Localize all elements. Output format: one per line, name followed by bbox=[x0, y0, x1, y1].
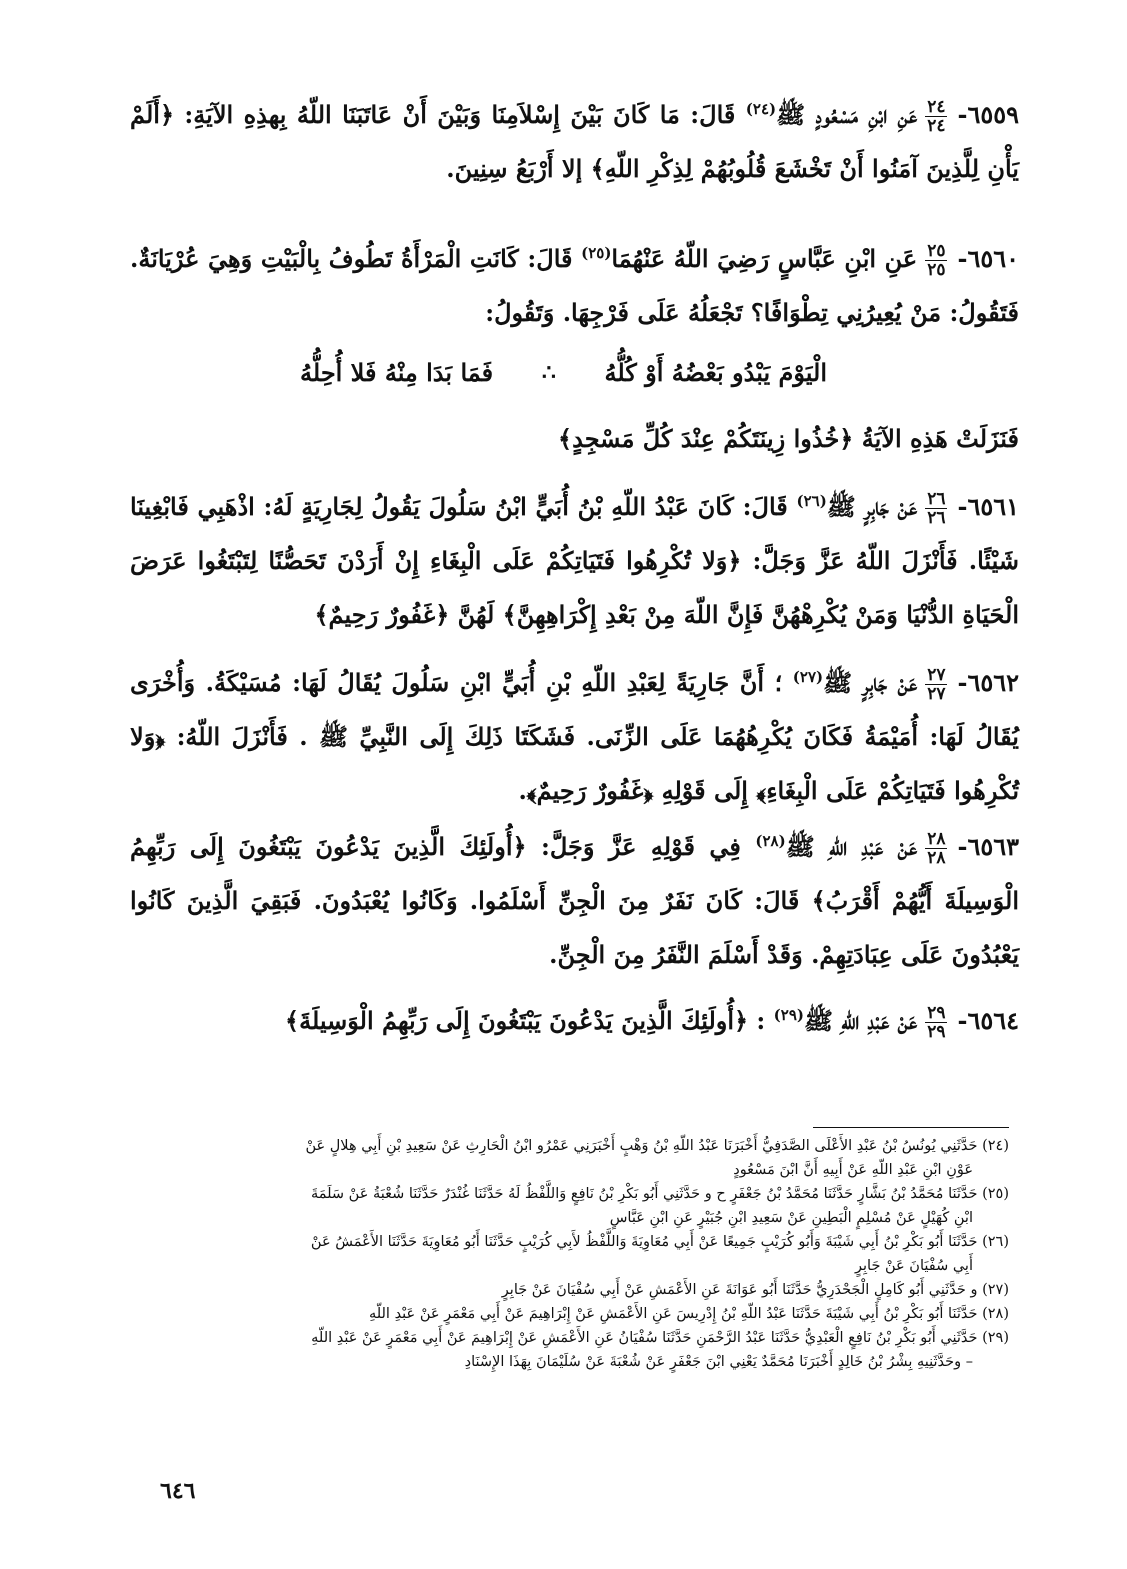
footnote: (٢٩) حَدَّثَنِي أَبُو بَكْرِ بْنُ نَافِعٍ الْعَبْدِيُّ حَدَّثَنَا عَبْدُ الرَّحْمَنِ حَدَّثَنَا سُفْيَانُ عَنِ الأَعْمَشِ عَنْ إِبْرَاهِيمَ عَنْ أَبِي مَعْمَرٍ عَنْ عَبْدِ اللّهِ – وحَدَّثَنِيهِ بِشْرُ بْنُ خَالِدٍ أَخْبَرَنَا مُحَمَّدٌ يَعْنِي ابْنَ جَعْفَرٍ عَنْ شُعْبَةَ عَنْ سُلَيْمَانَ بِهَذَا الإِسْنَادِ bbox=[311, 1330, 1009, 1370]
hadith-6563 bbox=[130, 820, 1019, 982]
footnote-ref: (٢٤) bbox=[745, 100, 777, 118]
footnote-ref: (٢٧) bbox=[792, 668, 824, 686]
hadith-text: عَنِ ابْنِ مَسْعُودٍ ﷺ bbox=[776, 100, 918, 129]
footnotes bbox=[130, 1134, 1009, 1374]
poem-hemistich-left: فَمَا بَدَا مِنْهُ فَلا أُحِلُّهُ bbox=[300, 358, 494, 387]
footnote-ref: (٢٦) bbox=[796, 492, 827, 510]
footnote: (٢٤) حَدَّثَنِي يُونُسُ بْنُ عَبْدِ الأَعْلَى الصَّدَفِيُّ أَخْبَرَنَا عَبْدُ اللّهِ بْنُ وَهْبٍ أَخْبَرَنِي عَمْرُو ابْنُ الْحَارِثِ عَنْ سَعِيدِ بْنِ أَبِي هِلالٍ عَنْ عَوْنِ ابْنِ عَبْدِ اللّهِ عَنْ أَبِيهِ أَنَّ ابْنَ مَسْعُودٍ bbox=[305, 1138, 1009, 1178]
hadith-text: : ﴿أُولَئِكَ الَّذِينَ يَدْعُونَ يَبْتَغُونَ إِلَى رَبِّهِمُ الْوَسِيلَةَ﴾ bbox=[285, 1006, 774, 1035]
poem-separator: ∴ bbox=[541, 359, 556, 386]
poem-verse bbox=[300, 358, 827, 387]
hadith-text: فِي قَوْلِهِ عَزَّ وَجَلَّ: ﴿أُولَئِكَ الَّذِينَ يَدْعُونَ يَبْتَغُونَ إِلَى رَبِّهِمُ الْوَسِيلَةَ أَيُّهُمْ أَقْرَبُ﴾ قَالَ: كَانَ نَفَرٌ مِنَ الْجِنِّ أَسْلَمُوا. وَكَانُوا يُعْبَدُونَ. فَبَقِيَ الَّذِينَ كَانُوا يَعْبُدُونَ عَلَى عِبَادَتِهِمْ. وَقَدْ أَسْلَمَ النَّفَرُ مِنَ الْجِنِّ. bbox=[130, 832, 1019, 969]
hadith-fraction: $\frac{٢٨}{٢٨}$ bbox=[927, 829, 946, 868]
poem-hemistich-right: الْيَوْمَ يَبْدُو بَعْضُهُ أَوْ كُلُّهُ bbox=[604, 358, 827, 387]
hadith-text: ؛ أَنَّ جَارِيَةً لِعَبْدِ اللّهِ بْنِ أُبَيٍّ ابْنِ سَلُولَ يُقَالُ لَهَا: مُسَيْكَةُ. وَأُخْرَى يُقَالُ لَهَا: أُمَيْمَةُ فَكَانَ يُكْرِهُهُمَا عَلَى الزِّنَى. فَشَكَتَا ذَلِكَ إِلَى النَّبِيِّ ﷺ . فَأَنْزَلَ اللّهُ: ﴿وَلا تُكْرِهُوا فَتَيَاتِكُمْ عَلَى الْبِغَاءِ﴾ إِلَى قَوْلِهِ ﴿غَفُورٌ رَحِيمٌ﴾. bbox=[130, 668, 1019, 805]
footnote-ref: (٢٩) bbox=[773, 1006, 804, 1024]
hadith-text: قَالَ: مَا كَانَ بَيْنَ إِسْلاَمِنَا وَبَيْنَ أَنْ عَاتَبَنَا اللّهُ بِهذِهِ الآيَةِ: ﴿أَلَمْ يَأْنِ لِلَّذِينَ آمَنُوا أَنْ تَخْشَعَ قُلُوبُهُمْ لِذِكْرِ اللّهِ﴾ إلا أَرْبَعُ سِنِينَ. bbox=[130, 100, 1019, 183]
hadith-number: ٦٥٦٤- bbox=[957, 1006, 1019, 1035]
hadith-number: ٦٥٦٠- bbox=[957, 244, 1020, 273]
page-number: ٦٤٦ bbox=[160, 1478, 196, 1504]
footnote: (٢٦) حَدَّثَنَا أَبُو بَكْرِ بْنُ أَبِي شَيْبَةَ وَأَبُو كُرَيْبٍ جَمِيعًا عَنْ أَبِي مُعَاوِيَةَ وَاللَّفْظُ لأَبِي كُرَيْبٍ حَدَّثَنَا أَبُو مُعَاوِيَةَ حَدَّثَنَا الأَعْمَشُ عَنْ أَبِي سُفْيَانَ عَنْ جَابِرٍ bbox=[310, 1234, 1009, 1274]
hadith-text: عَنِ ابْنِ عَبَّاسٍ رَضِيَ اللّهُ عَنْهُمَا bbox=[611, 244, 918, 273]
hadith-number: ٦٥٥٩- bbox=[957, 100, 1020, 129]
hadith-fraction: $\frac{٢٥}{٢٥}$ bbox=[927, 241, 946, 280]
hadith-6559 bbox=[130, 88, 1019, 196]
footnote-ref: (٢٨) bbox=[755, 832, 786, 850]
hadith-6564 bbox=[130, 994, 1019, 1048]
hadith-number: ٦٥٦١- bbox=[957, 492, 1019, 521]
hadith-number: ٦٥٦٣- bbox=[957, 832, 1020, 861]
hadith-fraction: $\frac{٢٤}{٢٤}$ bbox=[927, 97, 946, 136]
hadith-fraction: $\frac{٢٧}{٢٧}$ bbox=[927, 665, 946, 704]
hadith-text: عَنْ جَابِرٍ ﷺ bbox=[826, 492, 918, 521]
hadith-text: عَنْ جَابِرٍ ﷺ bbox=[823, 668, 918, 697]
hadith-text: عَنْ عَبْدِ اللّهِ ﷺ bbox=[804, 1006, 918, 1035]
footnote: (٢٧) و حَدَّثَنِي أَبُو كَامِلٍ الْجَحْدَرِيُّ حَدَّثَنَا أَبُو عَوَانَةَ عَنِ الأَعْمَشِ عَنْ أَبِي سُفْيَانَ عَنْ جَابِرٍ bbox=[501, 1282, 1009, 1298]
hadith-text: قَالَ: كَانَتِ الْمَرْأَةُ تَطُوفُ بِالْبَيْتِ وَهِيَ عُرْيَانَةٌ. فَتَقُولُ: مَنْ يُعِيرُنِي تِطْوَافًا؟ تَجْعَلُهُ عَلَى فَرْجِهَا. وَتَقُولُ: bbox=[130, 244, 1019, 327]
hadith-6560 bbox=[130, 232, 1019, 340]
footnote: (٢٥) حَدَّثَنَا مُحَمَّدُ بْنُ بَشَّارٍ حَدَّثَنَا مُحَمَّدُ بْنُ جَعْفَرٍ ح و حَدَّثَنِي أَبُو بَكْرِ بْنُ نَافِعٍ وَاللَّفْظُ لَهُ حَدَّثَنَا غُنْدَرٌ حَدَّثَنَا شُعْبَةُ عَنْ سَلَمَةَ ابْنِ كُهَيْلٍ عَنْ مُسْلِمٍ الْبَطِينِ عَنْ سَعِيدِ ابْنِ جُبَيْرٍ عَنِ ابْنِ عَبَّاسٍ bbox=[310, 1186, 1009, 1226]
hadith-text: قَالَ: كَانَ عَبْدُ اللّهِ بْنُ أُبَيٍّ ابْنُ سَلُولَ يَقُولُ لِجَارِيَةٍ لَهُ: اذْهَبِي فَابْغِينَا شَيْئًا. فَأَنْزَلَ اللّهُ عَزَّ وَجَلَّ: ﴿وَلا تُكْرِهُوا فَتَيَاتِكُمْ عَلَى الْبِغَاءِ إِنْ أَرَدْنَ تَحَصُّنًا لِتَبْتَغُوا عَرَضَ الْحَيَاةِ الدُّنْيَا وَمَنْ يُكْرِهْهُنَّ فَإِنَّ اللّهَ مِنْ بَعْدِ إِكْرَاهِهِنَّ﴾ لَهُنَّ ﴿غَفُورٌ رَحِيمٌ﴾ bbox=[130, 492, 1019, 629]
hadith-6561 bbox=[130, 480, 1019, 642]
hadith-text: عَنْ عَبْدِ اللّهِ ﷺ bbox=[785, 832, 918, 861]
hadith-number: ٦٥٦٢- bbox=[957, 668, 1019, 697]
hadith-fraction: $\frac{٢٩}{٢٩}$ bbox=[927, 1003, 946, 1042]
footnote-divider bbox=[813, 1127, 1009, 1128]
hadith-6562 bbox=[130, 656, 1019, 818]
hadith-fraction: $\frac{٢٦}{٢٦}$ bbox=[927, 489, 946, 528]
footnote: (٢٨) حَدَّثَنَا أَبُو بَكْرِ بْنُ أَبِي شَيْبَةَ حَدَّثَنَا عَبْدُ اللّهِ بْنُ إِدْرِيسَ عَنِ الأَعْمَشِ عَنْ إِبْرَاهِيمَ عَنْ أَبِي مَعْمَرٍ عَنْ عَبْدِ اللّهِ bbox=[368, 1306, 1009, 1322]
footnote-ref: (٢٥) bbox=[581, 244, 612, 262]
after-poem-line: فَنَزَلَتْ هَذِهِ الآيَةُ ﴿خُذُوا زِينَتَكُمْ عِنْدَ كُلِّ مَسْجِدٍ﴾ bbox=[558, 424, 1019, 453]
